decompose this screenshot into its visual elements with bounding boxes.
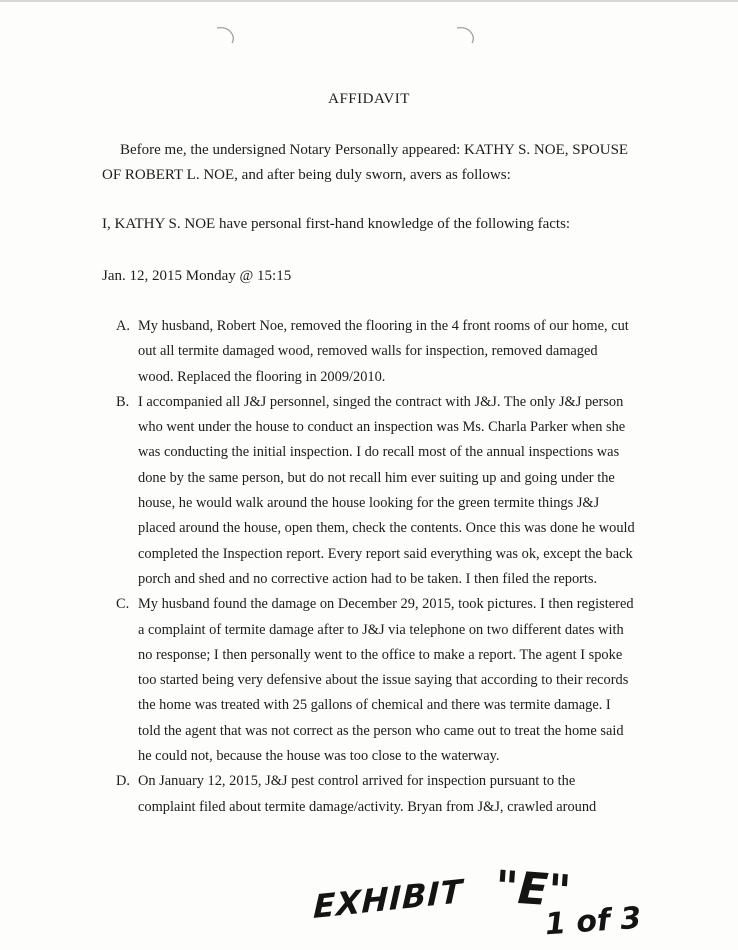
item-letter: B. <box>116 393 130 410</box>
hole-punch-mark-left <box>213 22 237 46</box>
list-item <box>116 314 636 390</box>
intro-paragraph <box>102 138 642 188</box>
dateline: Jan. 12, 2015 Monday @ 15:15 <box>102 268 292 284</box>
item-letter: D. <box>116 773 130 790</box>
document-title: AFFIDAVIT <box>328 91 410 107</box>
scan-edge <box>0 0 738 2</box>
knowledge-statement: I, KATHY S. NOE have personal first-hand knowledge of the following facts: <box>102 216 571 232</box>
fact-list <box>116 314 636 820</box>
intro-text: Before me, the undersigned Notary Personally appeared: KATHY S. NOE, SPOUSE OF ROBERT L. NOE, and after being duly sworn, avers as follows: <box>102 142 629 183</box>
item-text: My husband found the damage on December 29, 2015, took pictures. I then registered a complaint of termite damage after to J&J via telephone on two different dates with no response; I then personally went to the office to make a report. The agent I spoke too started being very defensive about the issue saying that according to their records the home was treated with 25 gallons of chemical and there was termite damage. I told the agent that was not correct as the person who came out to treat the home said he could not, because the house was too close to the waterway. <box>138 596 634 765</box>
item-letter: C. <box>116 596 130 613</box>
list-item <box>116 592 636 769</box>
list-item <box>116 769 636 820</box>
hole-punch-mark-right <box>453 22 477 46</box>
item-text: On January 12, 2015, J&J pest control arrived for inspection pursuant to the complaint filed about termite damage/activity. Bryan from J&J, crawled around <box>138 773 597 815</box>
item-text: My husband, Robert Noe, removed the flooring in the 4 front rooms of our home, cut out all termite damaged wood, removed walls for inspection, removed damaged wood. Replaced the flooring in 2009/2010. <box>138 318 629 385</box>
handwritten-exhibit-stamp <box>305 860 685 950</box>
exhibit-page-count: 1 of 3 <box>543 900 643 943</box>
item-text: I accompanied all J&J personnel, singed the contract with J&J. The only J&J person who went under the house to conduct an inspection was Ms. Charla Parker when she was conducting the initial inspection. I do recall most of the annual inspections was done by the same person, but do not recall him ever suiting up and going under the house, he would walk around the house looking for the green termite things J&J placed around the house, open them, check the contents. Once this was done he would completed the Inspection report. Every report said everything was ok, except the back porch and shed and no corrective action had to be taken. I then filed the reports. <box>138 393 635 587</box>
item-letter: A. <box>116 318 130 334</box>
list-item <box>116 390 636 592</box>
exhibit-label: EXHIBIT <box>312 871 464 927</box>
exhibit-letter: "E" <box>493 861 573 918</box>
